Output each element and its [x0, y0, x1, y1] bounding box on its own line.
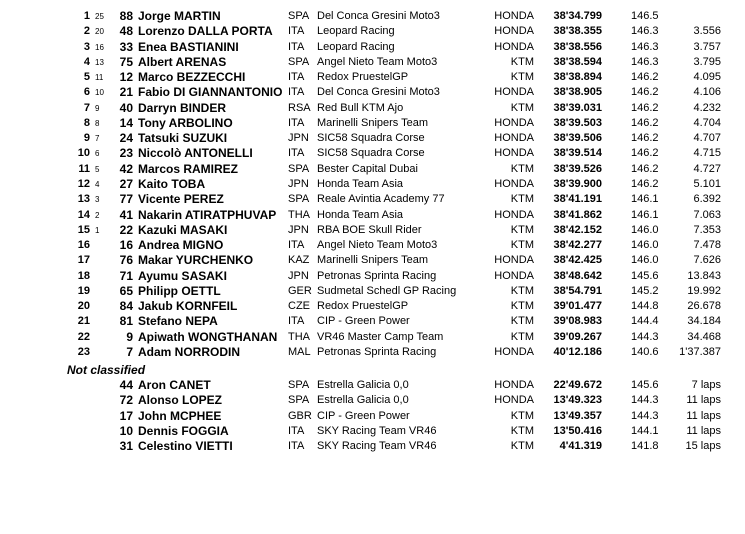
cell-speed: 146.2	[631, 71, 659, 84]
cell-num: 33	[119, 39, 133, 54]
cell-team: SKY Racing Team VR46	[317, 440, 437, 453]
table-row	[0, 253, 745, 268]
cell-team: Red Bull KTM Ajo	[317, 101, 404, 114]
cell-pos: 16	[77, 239, 90, 252]
cell-num: 44	[119, 378, 133, 392]
table-row	[0, 330, 745, 345]
cell-nat: SPA	[288, 379, 310, 391]
cell-team: Angel Nieto Team Moto3	[317, 239, 438, 252]
cell-speed: 145.6	[631, 379, 659, 391]
cell-nat: RSA	[288, 101, 311, 114]
cell-speed: 144.3	[631, 409, 659, 422]
cell-bike: HONDA	[494, 379, 534, 391]
cell-bike: KTM	[510, 330, 534, 343]
cell-team: Estrella Galicia 0,0	[317, 379, 409, 391]
cell-pos: 3	[83, 40, 90, 53]
table-row	[0, 299, 745, 314]
cell-team: Petronas Sprinta Racing	[317, 269, 437, 282]
cell-speed: 146.3	[631, 25, 659, 38]
cell-time: 38'42.152	[553, 223, 602, 236]
cell-bike: KTM	[510, 193, 534, 206]
cell-pos: 18	[77, 269, 90, 282]
cell-pos: 8	[83, 116, 90, 129]
cell-pos: 17	[77, 254, 90, 267]
table-row	[0, 393, 745, 408]
cell-team: CIP - Green Power	[317, 409, 410, 422]
cell-rider: John MCPHEE	[138, 408, 222, 423]
table-row	[0, 409, 745, 424]
cell-speed: 146.2	[631, 116, 659, 129]
cell-speed: 146.3	[631, 40, 659, 53]
table-row	[0, 223, 745, 238]
cell-gap: 13.843	[687, 269, 721, 282]
cell-nat: ITA	[288, 71, 305, 84]
cell-pos: 11	[78, 162, 90, 175]
table-row	[0, 439, 745, 454]
cell-pos: 20	[77, 300, 90, 313]
cell-nat: SPA	[288, 193, 310, 206]
table-row	[0, 162, 745, 177]
cell-nat: ITA	[288, 25, 305, 38]
table-row	[0, 269, 745, 284]
cell-team: Redox PruestelGP	[317, 71, 409, 84]
cell-bike: HONDA	[494, 86, 534, 99]
cell-rider: Jakub KORNFEIL	[138, 299, 238, 314]
cell-bike: HONDA	[494, 147, 534, 160]
cell-speed: 145.6	[631, 269, 659, 282]
cell-bike: KTM	[510, 300, 534, 313]
cell-gap: 7 laps	[691, 379, 721, 391]
cell-nat: ITA	[288, 239, 305, 252]
cell-num: 22	[119, 222, 133, 237]
cell-time: 40'12.186	[553, 345, 602, 358]
cell-time: 38'39.503	[553, 116, 602, 129]
cell-bike: HONDA	[494, 394, 534, 407]
cell-pos: 1	[83, 10, 90, 22]
table-row	[0, 9, 745, 24]
cell-speed: 144.4	[631, 315, 659, 328]
cell-nat: THA	[288, 330, 310, 343]
cell-pos: 15	[77, 223, 90, 236]
cell-speed: 146.2	[631, 177, 659, 190]
cell-rider: Makar YURCHENKO	[138, 253, 254, 268]
cell-speed: 145.2	[631, 284, 659, 297]
cell-gap: 4.106	[693, 86, 721, 99]
cell-speed: 144.8	[631, 300, 659, 313]
cell-bike: HONDA	[494, 116, 534, 129]
cell-bike: HONDA	[494, 132, 534, 145]
table-row	[0, 284, 745, 299]
cell-pos: 4	[83, 55, 90, 68]
cell-gap: 4.715	[693, 147, 721, 160]
cell-pos: 21	[77, 315, 90, 328]
cell-bike: KTM	[510, 223, 534, 236]
cell-nat: THA	[288, 208, 310, 221]
cell-rider: Marcos RAMIREZ	[138, 161, 239, 176]
cell-rider: Enea BASTIANINI	[138, 39, 239, 54]
cell-pos: 2	[83, 25, 90, 38]
cell-gap: 4.727	[693, 162, 721, 175]
cell-gap: 7.626	[693, 254, 721, 267]
cell-bike: KTM	[510, 284, 534, 297]
cell-rider: Vicente PEREZ	[138, 192, 224, 207]
cell-speed: 146.1	[631, 208, 659, 221]
cell-num: 31	[119, 439, 133, 454]
cell-team: Reale Avintia Academy 77	[317, 193, 445, 206]
cell-num: 71	[119, 268, 133, 283]
cell-rider: Albert ARENAS	[138, 54, 227, 69]
cell-team: SIC58 Squadra Corse	[317, 147, 425, 160]
cell-bike: HONDA	[494, 269, 534, 282]
cell-team: SIC58 Squadra Corse	[317, 132, 425, 145]
cell-pos: 5	[83, 71, 90, 84]
table-row	[0, 192, 745, 207]
cell-team: Estrella Galicia 0,0	[317, 394, 409, 407]
cell-pts: 8	[95, 118, 100, 128]
cell-num: 42	[119, 161, 133, 176]
cell-pts: 11	[95, 73, 104, 83]
cell-num: 10	[119, 423, 133, 438]
cell-time: 38'41.191	[553, 193, 602, 206]
cell-num: 12	[119, 70, 133, 85]
cell-nat: JPN	[288, 132, 309, 145]
cell-time: 38'54.791	[553, 284, 602, 297]
cell-nat: ITA	[288, 315, 305, 328]
cell-gap: 4.232	[693, 101, 721, 114]
cell-num: 7	[126, 344, 133, 359]
cell-pts: 4	[95, 179, 100, 189]
cell-rider: Stefano NEPA	[138, 314, 218, 329]
cell-time: 38'38.594	[553, 55, 602, 68]
cell-bike: HONDA	[494, 254, 534, 267]
cell-gap: 7.353	[693, 223, 721, 236]
cell-speed: 146.0	[631, 239, 659, 252]
not-classified-heading: Not classified	[67, 363, 146, 377]
cell-gap: 1'37.387	[679, 345, 721, 358]
cell-time: 39'01.477	[553, 300, 602, 313]
cell-nat: GER	[288, 284, 312, 297]
cell-team: CIP - Green Power	[317, 315, 410, 328]
cell-bike: HONDA	[494, 40, 534, 53]
cell-team: Del Conca Gresini Moto3	[317, 10, 440, 22]
cell-num: 27	[119, 176, 133, 191]
cell-num: 40	[119, 100, 133, 115]
cell-pos: 12	[77, 177, 90, 190]
cell-pts: 10	[95, 88, 104, 98]
table-row	[0, 146, 745, 161]
cell-nat: ITA	[288, 424, 305, 437]
cell-rider: Tony ARBOLINO	[138, 115, 233, 130]
cell-bike: HONDA	[494, 208, 534, 221]
cell-time: 38'42.277	[553, 239, 602, 252]
cell-pos: 23	[77, 345, 90, 358]
cell-bike: KTM	[510, 55, 534, 68]
cell-time: 38'41.862	[553, 208, 602, 221]
cell-rider: Aron CANET	[138, 378, 211, 392]
cell-nat: JPN	[288, 177, 309, 190]
cell-rider: Fabio DI GIANNANTONIO	[138, 85, 283, 100]
cell-nat: JPN	[288, 269, 309, 282]
cell-speed: 146.3	[631, 55, 659, 68]
cell-nat: KAZ	[288, 254, 310, 267]
cell-num: 77	[119, 192, 133, 207]
cell-bike: HONDA	[494, 177, 534, 190]
cell-nat: ITA	[288, 86, 305, 99]
cell-nat: ITA	[288, 147, 305, 160]
cell-nat: MAL	[288, 345, 311, 358]
cell-pts: 1	[95, 225, 100, 235]
table-row	[0, 101, 745, 116]
cell-rider: Philipp OETTL	[138, 283, 221, 298]
cell-speed: 146.2	[631, 101, 659, 114]
cell-pos: 9	[83, 132, 90, 145]
cell-gap: 19.992	[687, 284, 721, 297]
cell-num: 41	[119, 207, 133, 222]
cell-time: 38'34.799	[553, 10, 602, 22]
cell-team: VR46 Master Camp Team	[317, 330, 444, 343]
cell-time: 39'08.983	[553, 315, 602, 328]
cell-gap: 26.678	[687, 300, 721, 313]
cell-gap: 3.757	[693, 40, 721, 53]
cell-rider: Tatsuki SUZUKI	[138, 131, 228, 146]
cell-team: Marinelli Snipers Team	[317, 254, 429, 267]
cell-pts: 9	[95, 103, 100, 113]
cell-rider: Dennis FOGGIA	[138, 423, 229, 438]
cell-team: Leopard Racing	[317, 25, 395, 38]
cell-team: Angel Nieto Team Moto3	[317, 55, 438, 68]
table-row	[0, 40, 745, 55]
cell-num: 75	[119, 54, 133, 69]
cell-time: 38'38.894	[553, 71, 602, 84]
cell-team: Petronas Sprinta Racing	[317, 345, 437, 358]
cell-pos: 19	[77, 284, 90, 297]
cell-rider: Kaito TOBA	[138, 176, 206, 191]
cell-speed: 146.1	[631, 193, 659, 206]
cell-bike: HONDA	[494, 10, 534, 22]
cell-pos: 10	[77, 147, 90, 160]
cell-time: 38'38.355	[553, 25, 602, 38]
cell-speed: 146.2	[631, 162, 659, 175]
cell-bike: KTM	[510, 239, 534, 252]
cell-num: 81	[119, 314, 133, 329]
cell-bike: KTM	[510, 440, 534, 453]
cell-bike: KTM	[510, 71, 534, 84]
cell-team: SKY Racing Team VR46	[317, 424, 437, 437]
cell-gap: 34.184	[687, 315, 721, 328]
cell-time: 38'42.425	[553, 254, 602, 267]
cell-bike: KTM	[510, 315, 534, 328]
cell-pos: 22	[77, 330, 90, 343]
cell-gap: 4.704	[693, 116, 721, 129]
cell-nat: GBR	[288, 409, 312, 422]
cell-pts: 2	[95, 210, 100, 220]
cell-pts: 6	[95, 149, 100, 159]
cell-bike: KTM	[510, 162, 534, 175]
cell-bike: KTM	[510, 409, 534, 422]
cell-gap: 7.478	[693, 239, 721, 252]
table-row	[0, 208, 745, 223]
cell-team: Bester Capital Dubai	[317, 162, 418, 175]
cell-nat: SPA	[288, 55, 310, 68]
cell-bike: KTM	[510, 101, 534, 114]
cell-gap: 3.556	[693, 25, 721, 38]
table-row	[0, 177, 745, 192]
cell-nat: CZE	[288, 300, 310, 313]
table-row	[0, 424, 745, 439]
cell-rider: Ayumu SASAKI	[138, 268, 227, 283]
cell-rider: Lorenzo DALLA PORTA	[138, 24, 273, 39]
cell-bike: KTM	[510, 424, 534, 437]
cell-time: 13'49.323	[553, 394, 602, 407]
cell-num: 9	[126, 329, 133, 344]
cell-time: 13'49.357	[553, 409, 602, 422]
cell-bike: HONDA	[494, 345, 534, 358]
cell-gap: 3.795	[693, 55, 721, 68]
cell-speed: 144.1	[631, 424, 659, 437]
cell-num: 88	[119, 9, 133, 23]
cell-rider: Kazuki MASAKI	[138, 222, 228, 237]
cell-gap: 34.468	[687, 330, 721, 343]
cell-pts: 16	[95, 42, 104, 52]
cell-rider: Alonso LOPEZ	[138, 393, 222, 408]
cell-rider: Nakarin ATIRATPHUVAP	[138, 207, 277, 222]
cell-speed: 141.8	[631, 440, 659, 453]
cell-gap: 7.063	[693, 208, 721, 221]
cell-rider: Celestino VIETTI	[138, 439, 233, 454]
cell-time: 4'41.319	[559, 440, 602, 453]
cell-team: Marinelli Snipers Team	[317, 116, 429, 129]
table-row	[0, 116, 745, 131]
cell-pts: 3	[95, 195, 100, 205]
cell-num: 48	[119, 24, 133, 39]
cell-pts: 7	[95, 134, 100, 144]
cell-nat: JPN	[288, 223, 309, 236]
cell-gap: 6.392	[693, 193, 721, 206]
cell-num: 72	[119, 393, 133, 408]
cell-nat: ITA	[288, 116, 305, 129]
cell-rider: Apiwath WONGTHANAN	[138, 329, 278, 344]
cell-gap: 11 laps	[686, 409, 721, 422]
cell-team: Redox PruestelGP	[317, 300, 409, 313]
table-row	[0, 238, 745, 253]
cell-gap: 11 laps	[686, 424, 721, 437]
cell-pts: 5	[95, 164, 100, 174]
cell-speed: 146.2	[631, 86, 659, 99]
cell-nat: SPA	[288, 162, 310, 175]
cell-speed: 146.0	[631, 254, 659, 267]
cell-gap: 5.101	[693, 177, 721, 190]
cell-rider: Jorge MARTIN	[138, 9, 221, 23]
cell-speed: 146.5	[631, 10, 659, 22]
cell-pts: 13	[95, 57, 104, 67]
table-row	[0, 85, 745, 100]
cell-speed: 144.3	[631, 394, 659, 407]
cell-pos: 7	[83, 101, 90, 114]
cell-time: 38'39.900	[553, 177, 602, 190]
cell-num: 21	[119, 85, 133, 100]
cell-speed: 146.2	[631, 132, 659, 145]
cell-rider: Niccolò ANTONELLI	[138, 146, 253, 161]
cell-speed: 146.0	[631, 223, 659, 236]
cell-nat: ITA	[288, 40, 305, 53]
cell-team: Honda Team Asia	[317, 208, 404, 221]
cell-pos: 13	[77, 193, 90, 206]
cell-team: Honda Team Asia	[317, 177, 404, 190]
cell-pos: 14	[77, 208, 90, 221]
cell-time: 38'39.514	[553, 147, 602, 160]
cell-time: 38'38.556	[553, 40, 602, 53]
cell-time: 38'39.031	[553, 101, 602, 114]
cell-time: 38'39.526	[553, 162, 602, 175]
cell-team: Del Conca Gresini Moto3	[317, 86, 440, 99]
cell-num: 16	[119, 238, 133, 253]
cell-speed: 144.3	[631, 330, 659, 343]
cell-pts: 25	[95, 12, 104, 21]
cell-num: 14	[119, 115, 133, 130]
cell-gap: 4.095	[693, 71, 721, 84]
table-row	[0, 70, 745, 85]
cell-num: 23	[119, 146, 133, 161]
cell-rider: Andrea MIGNO	[138, 238, 224, 253]
cell-num: 24	[119, 131, 133, 146]
cell-bike: HONDA	[494, 25, 534, 38]
cell-time: 38'38.905	[553, 86, 602, 99]
table-row	[0, 378, 745, 393]
cell-rider: Adam NORRODIN	[138, 344, 241, 359]
cell-num: 84	[119, 299, 133, 314]
table-row	[0, 131, 745, 146]
cell-gap: 11 laps	[686, 394, 721, 407]
cell-gap: 4.707	[693, 132, 721, 145]
table-row	[0, 55, 745, 70]
cell-pts: 20	[95, 27, 104, 37]
cell-speed: 146.2	[631, 147, 659, 160]
cell-time: 38'48.642	[553, 269, 602, 282]
cell-num: 17	[119, 408, 133, 423]
cell-nat: SPA	[288, 394, 310, 407]
cell-time: 38'39.506	[553, 132, 602, 145]
cell-rider: Darryn BINDER	[138, 100, 227, 115]
cell-time: 39'09.267	[553, 330, 602, 343]
cell-team: Sudmetal Schedl GP Racing	[317, 284, 457, 297]
cell-nat: SPA	[288, 10, 310, 22]
cell-num: 76	[119, 253, 133, 268]
cell-num: 65	[119, 283, 133, 298]
cell-gap: 15 laps	[685, 440, 721, 453]
cell-speed: 140.6	[631, 345, 659, 358]
cell-time: 13'50.416	[553, 424, 602, 437]
cell-nat: ITA	[288, 440, 305, 453]
table-row	[0, 345, 745, 360]
cell-team: Leopard Racing	[317, 40, 395, 53]
table-row	[0, 314, 745, 329]
cell-time: 22'49.672	[553, 379, 602, 391]
table-row	[0, 24, 745, 39]
cell-rider: Marco BEZZECCHI	[138, 70, 246, 85]
cell-pos: 6	[83, 86, 90, 99]
cell-team: RBA BOE Skull Rider	[317, 223, 422, 236]
